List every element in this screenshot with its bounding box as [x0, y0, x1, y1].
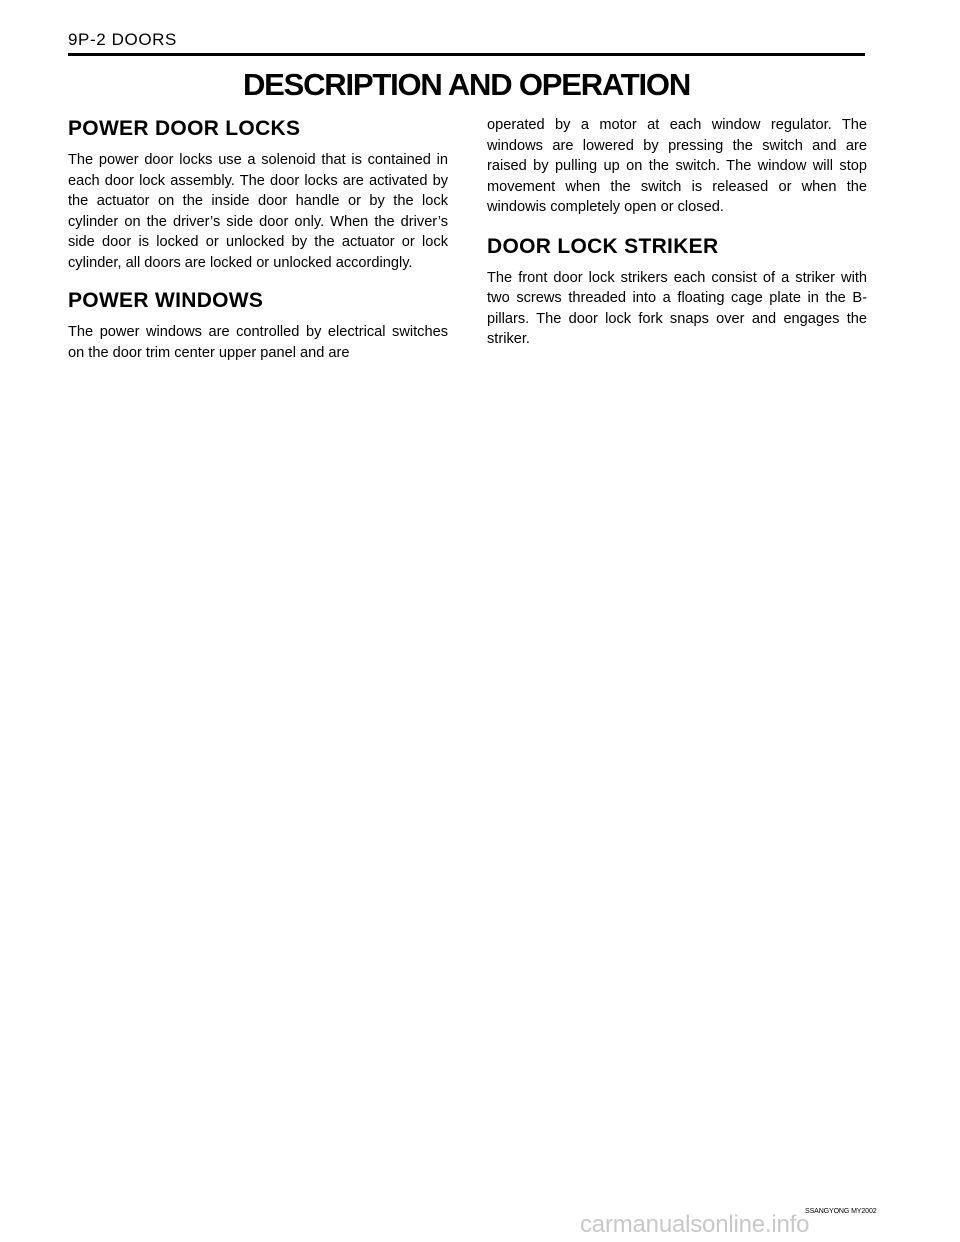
page-header-title: 9P-2 DOORS — [68, 30, 177, 49]
footer-mark: SSANGYONG MY2002 — [805, 1208, 877, 1215]
power-windows-heading: POWER WINDOWS — [68, 289, 264, 312]
power-door-locks-body: The power door locks use a solenoid that is contained in each door lock assembly. The door locks are activated by the actuator on the inside door handle or by the lock cylinder on the driver’s side door only. When the driver’s side door is locked or unlocked by the actuator or lock cylinder, all doors are locked or unlocked accordingly. — [68, 152, 448, 271]
door-lock-striker-heading: DOOR LOCK STRIKER — [487, 234, 719, 258]
header-rule — [68, 53, 865, 56]
page-header — [68, 30, 865, 58]
door-lock-striker-body: The front door lock strikers each consist of a striker with two screws threaded into a floating cage plate in the B-pillars. The door lock fork snaps over and engages the striker. — [487, 269, 867, 347]
section-title: DESCRIPTION AND OPERATION — [242, 67, 691, 102]
power-windows-body: The power windows are controlled by electrical switches on the door trim center upper panel and are — [68, 324, 448, 361]
left-column — [68, 112, 448, 378]
watermark: carmanualsonline.info — [580, 1211, 810, 1238]
power-door-locks-heading: POWER DOOR LOCKS — [68, 117, 301, 140]
right-column — [487, 115, 867, 365]
power-windows-body-continued: operated by a motor at each window regulator. The windows are lowered by pressing the switch and are raised by pulling up on the switch. The window will stop movement when the switch is released or when the windowis completely open or closed. — [487, 117, 867, 215]
